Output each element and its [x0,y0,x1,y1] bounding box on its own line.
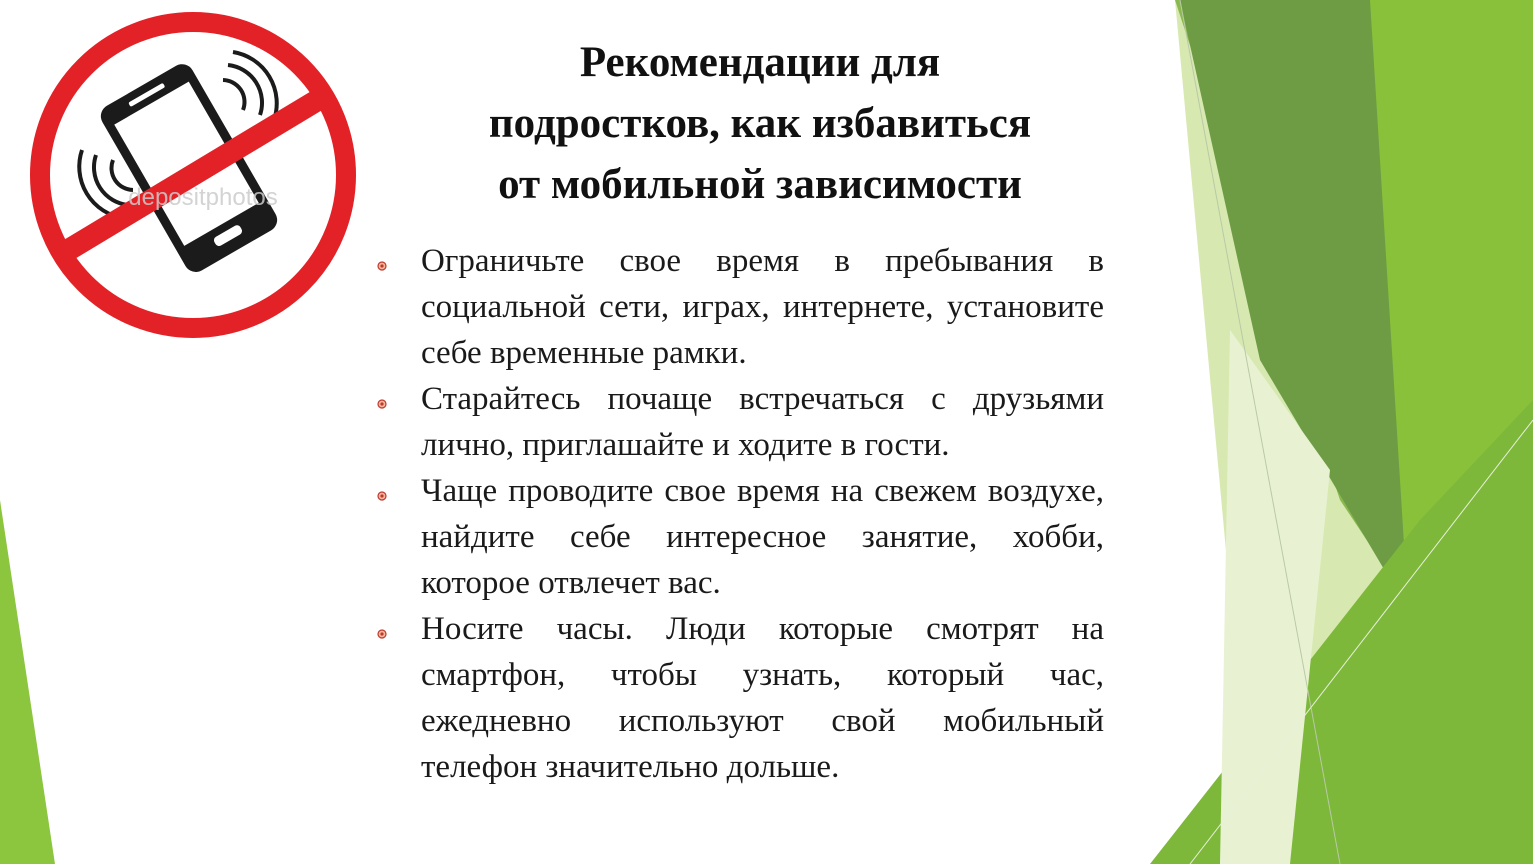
no-phone-icon [40,22,346,328]
bullet-icon [377,261,387,271]
list-item-text: Старайтесь почаще встречаться с друзьями лично, приглашайте и ходите в гости. [421,381,1104,463]
bullet-icon [377,629,387,639]
list-item-text: Ограничьте свое время в пребывания в социальной сети, играх, интернете, установите себе временные рамки. [421,243,1104,371]
slide-title [380,32,1140,215]
title-line-1: Рекомендации для [579,39,941,86]
watermark-text: depositphotos [128,184,278,211]
bullet-icon [377,399,387,409]
no-phone-sign [28,10,358,340]
list-item [372,606,1104,790]
list-item [372,468,1104,606]
list-item-text: Носите часы. Люди которые смотрят на смартфон, чтобы узнать, который час, ежедневно используют свой мобильный телефон значительно дольше. [421,611,1104,785]
title-line-3: от мобильной зависимости [498,161,1022,208]
recommendations-list [372,238,1104,790]
list-item [372,376,1104,468]
list-item [372,238,1104,376]
title-line-2: подростков, как избавиться [488,100,1032,147]
bullet-icon [377,491,387,501]
left-bg-stripe [0,500,55,864]
list-item-text: Чаще проводите свое время на свежем воздухе, найдите себе интересное занятие, хобби, которое отвлечет вас. [421,473,1104,601]
